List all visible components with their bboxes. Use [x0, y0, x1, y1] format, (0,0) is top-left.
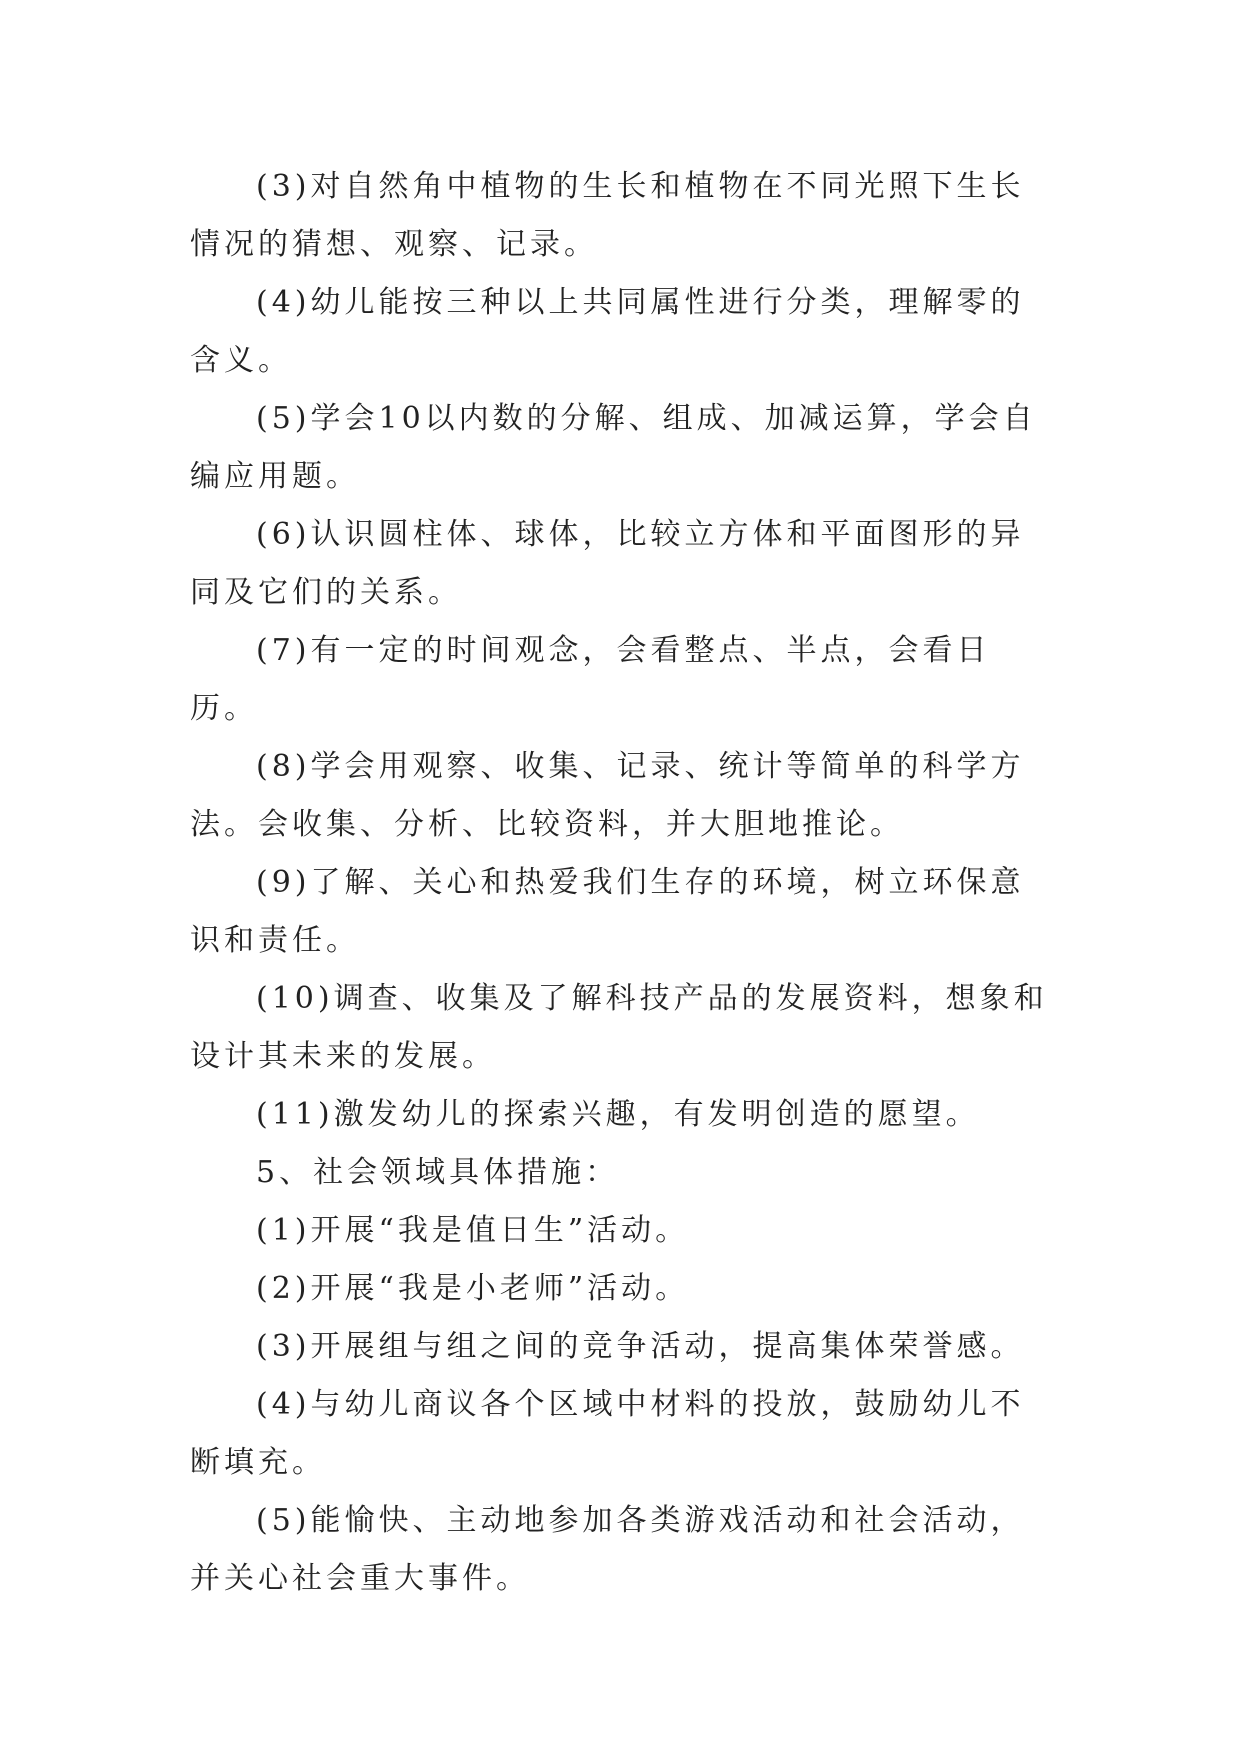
paragraph-4-classification: (4)幼儿能按三种以上共同属性进行分类，理解零的含义。 [190, 285, 1025, 378]
paragraph-9-environment: (9)了解、关心和热爱我们生存的环境，树立环保意识和责任。 [190, 865, 1025, 958]
paragraph-6-shapes: (6)认识圆柱体、球体，比较立方体和平面图形的异同及它们的关系。 [190, 517, 1025, 610]
paragraph-5-arithmetic: (5)学会10以内数的分解、组成、加减运算，学会自编应用题。 [190, 401, 1037, 494]
social-item-4-materials: (4)与幼儿商议各个区域中材料的投放，鼓励幼儿不断填充。 [190, 1387, 1025, 1480]
section-heading-social-domain: 5、社会领域具体措施： [256, 1155, 620, 1190]
social-item-3-group-competition: (3)开展组与组之间的竞争活动，提高集体荣誉感。 [256, 1329, 1025, 1364]
document-body [190, 158, 1050, 1608]
paragraph-10-technology: (10)调查、收集及了解科技产品的发展资料，想象和设计其未来的发展。 [190, 981, 1048, 1074]
paragraph-8-science-methods: (8)学会用观察、收集、记录、统计等简单的科学方法。会收集、分析、比较资料，并大胆地推论。 [190, 749, 1025, 842]
social-item-1-duty: (1)开展“我是值日生”活动。 [256, 1213, 690, 1248]
paragraph-7-time: (7)有一定的时间观念，会看整点、半点，会看日历。 [190, 633, 991, 726]
paragraph-3-nature-corner: (3)对自然角中植物的生长和植物在不同光照下生长情况的猜想、观察、记录。 [190, 169, 1025, 262]
paragraph-11-exploration: (11)激发幼儿的探索兴趣，有发明创造的愿望。 [256, 1097, 980, 1132]
social-item-2-little-teacher: (2)开展“我是小老师”活动。 [256, 1271, 690, 1306]
social-item-5-activities: (5)能愉快、主动地参加各类游戏活动和社会活动，并关心社会重大事件。 [190, 1503, 1025, 1596]
